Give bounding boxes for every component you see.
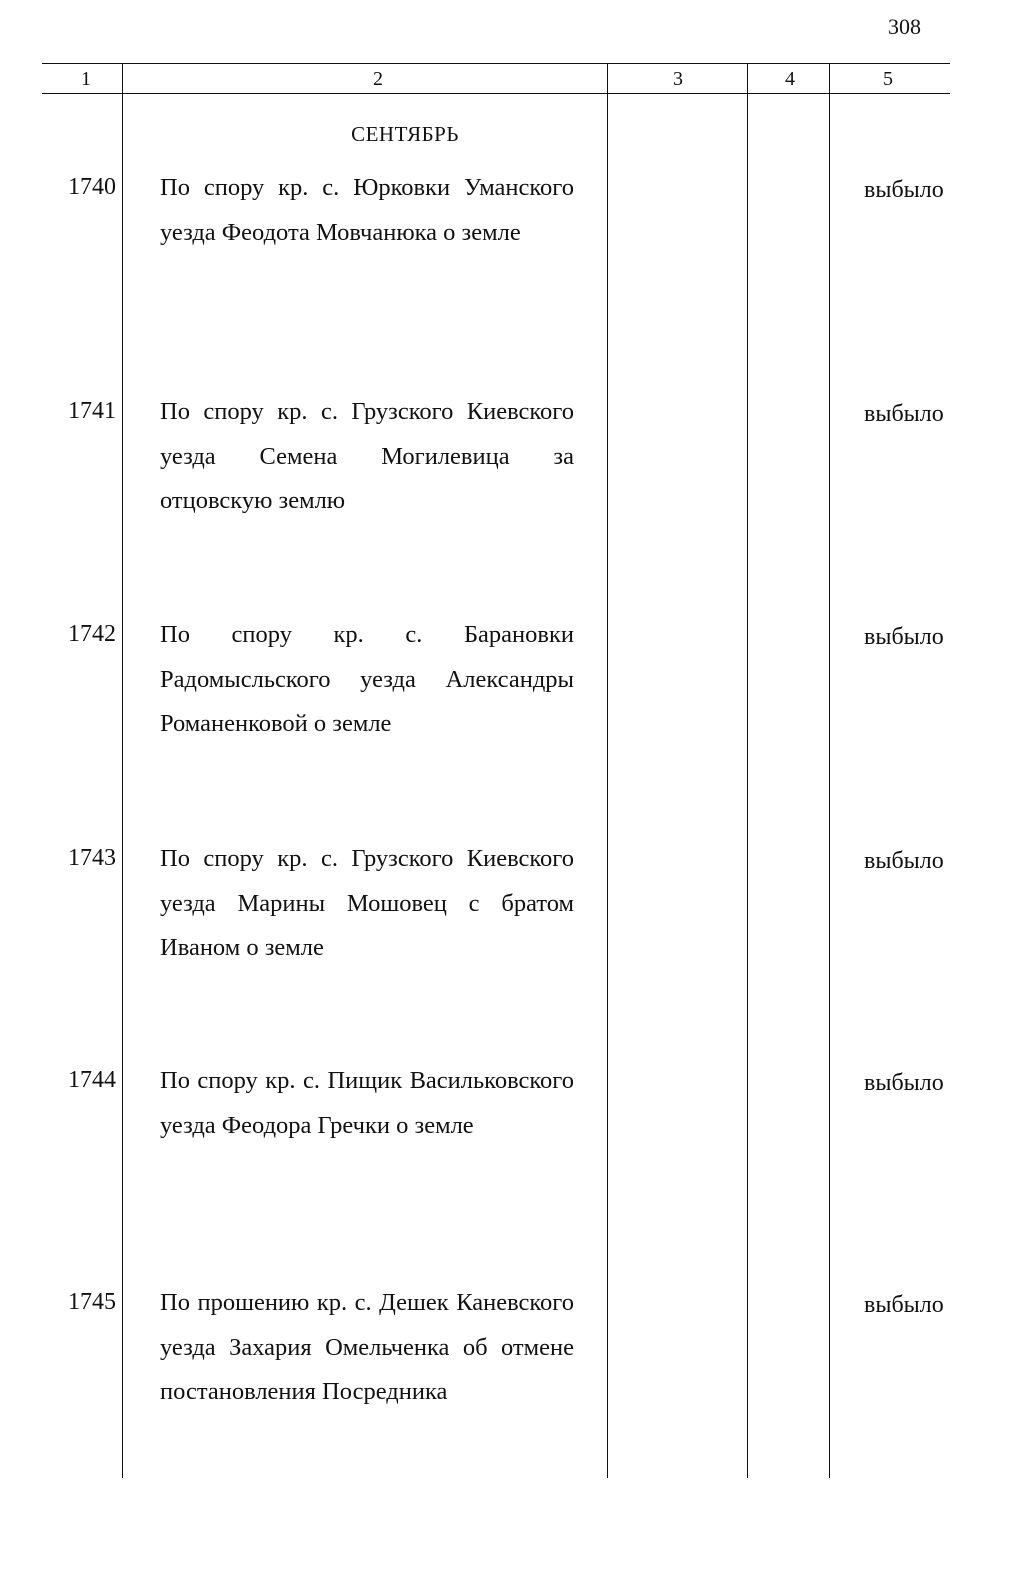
column-header-5: 5 bbox=[883, 68, 893, 90]
record-status: выбыло bbox=[864, 848, 944, 874]
column-divider-1-2 bbox=[122, 63, 123, 1478]
column-divider-2-3 bbox=[607, 63, 608, 1478]
column-divider-4-5 bbox=[829, 63, 830, 1478]
record-status: выбыло bbox=[864, 624, 944, 650]
section-heading: СЕНТЯБРЬ bbox=[351, 122, 459, 146]
record-status: выбыло bbox=[864, 401, 944, 427]
record-status: выбыло bbox=[864, 1292, 944, 1318]
record-description: По спору кр. с. Юрковки Уманского уезда Феодота Мовчанюка о земле bbox=[160, 174, 574, 246]
record-number: 1743 bbox=[68, 845, 116, 871]
column-header-4: 4 bbox=[785, 68, 795, 90]
record-description: По прошению кр. с. Дешек Каневского уезда Захария Омельченка об отмене постановления Посредника bbox=[160, 1289, 574, 1405]
table-header-rule bbox=[42, 93, 950, 94]
record-number: 1742 bbox=[68, 621, 116, 647]
record-status: выбыло bbox=[864, 1070, 944, 1096]
table-top-rule bbox=[42, 63, 950, 64]
record-description: По спору кр. с. Пищик Васильковского уезда Феодора Гречки о земле bbox=[160, 1067, 574, 1139]
page-number: 308 bbox=[888, 14, 921, 39]
column-header-2: 2 bbox=[373, 68, 383, 90]
record-number: 1741 bbox=[68, 398, 116, 424]
record-number: 1745 bbox=[68, 1289, 116, 1315]
column-divider-3-4 bbox=[747, 63, 748, 1478]
record-description: По спору кр. с. Грузского Киевского уезда Марины Мошовец с братом Иваном о земле bbox=[160, 845, 574, 961]
record-number: 1744 bbox=[68, 1067, 116, 1093]
column-header-3: 3 bbox=[673, 68, 683, 90]
record-description: По спору кр. с. Барановки Радомысльского уезда Александры Романенковой о земле bbox=[160, 621, 574, 737]
record-number: 1740 bbox=[68, 174, 116, 200]
column-header-1: 1 bbox=[81, 68, 91, 90]
record-status: выбыло bbox=[864, 177, 944, 203]
record-description: По спору кр. с. Грузского Киевского уезда Семена Могилевица за отцовскую землю bbox=[160, 398, 574, 514]
